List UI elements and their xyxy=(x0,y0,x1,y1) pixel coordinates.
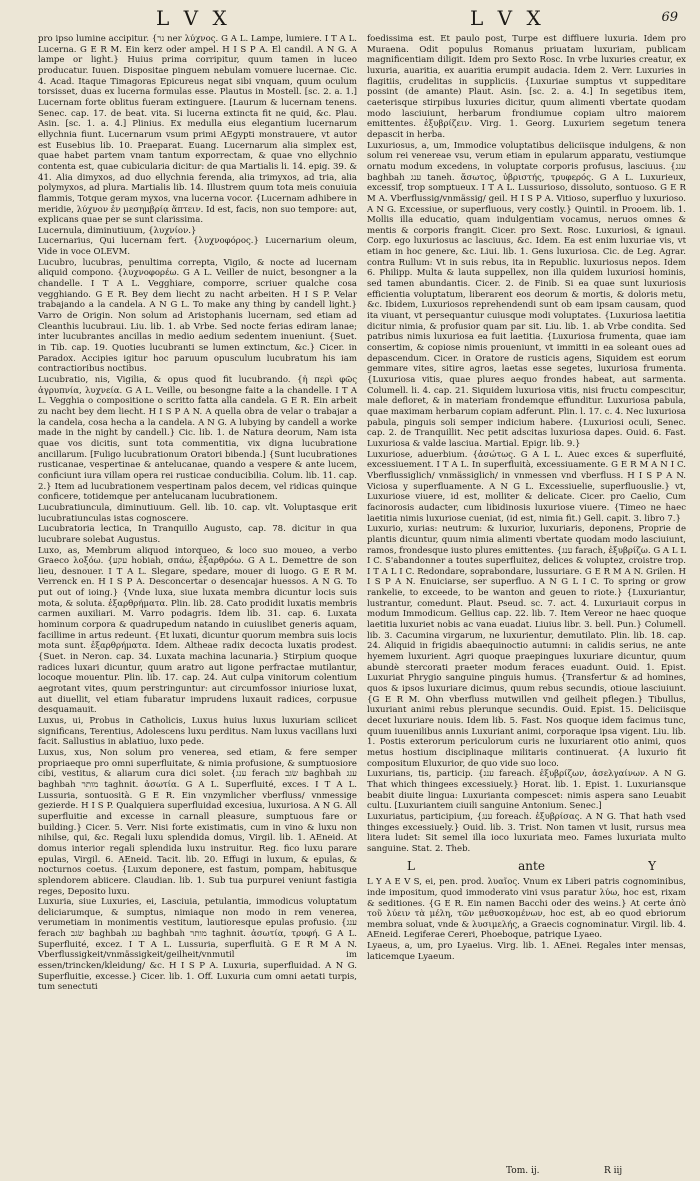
entry-luxuriatus: Luxuriatus, participium, {ענג foreach. ἐξυβρίσας. A N G. That hath vsed thinges excessiuely.} Ouid. lib. 3. Trist. Non tamen vt lusit, rursus mea litera ludet: Sit semel illa ioco luxuriata meo. Fames luxuriata multo sanguine. Stat. 2. Theb. xyxy=(367,811,686,854)
entry-lucubratoria: Lucubratoria lectica, In Tranquillo Augusto, cap. 78. dicitur in qua lucubrare solebat Augustus. xyxy=(38,524,357,545)
entry-luxuria: Luxuria, siue Luxuries, ei, Lasciuia, petulantia, immodicus voluptatum deliciarumque, & sumptus, nimiaque non modo in rem venerea, verumetiam in monimentis vestitum, lautioresque epulas profusio. {ענג ferach שׂגב baghbah ענג baghbah מותר taghnit. ἀσωτία, τρυφή. G A L. Superfluité, excez. I T A L. Lussuria, superfluità. G E R M A N. Vberflussigkeit/vnmässigkeit/geilheit/vnmutil im essen/trincken/kleidung/ &c. H I S P A. Luxuria, superfluidad. A N G. Superfluitie, excesse.} Cicer. lib. 1. Off. Luxuria cum omni aetati turpis, tum senectuti xyxy=(38,897,357,993)
running-head-left: L V X xyxy=(156,6,231,30)
section-divider xyxy=(367,855,686,878)
right-column xyxy=(367,34,686,993)
entry-lyaeus: L Y A E V S, ei, pen. prod. λυαῖος. Vnum ex Liberi patris cognominibus, inde impositum, quod immoderato vini vsus paratur λύω, hoc est, rixam & seditiones. {G E R. Ein namen Bacchi oder des weins.} At certe ἀπὸ τοῦ λύειν τὰ μέλη, τῶν μεθυσκομένων, hoc est, ab eo quod ebriorum membra soluat, vnde & λυσιμελής, a Graecis cognominatur. Virgil. lib. 4. AEneid. Legiferae Cereri, Phoeboque, patrique Lyaeo. xyxy=(367,877,686,941)
entry-lucerna: pro ipso lumine accipitur. {נר ner λύχνος. G A L. Lampe, lumiere. I T A L. Lucerna. G E R M. Ein kerz oder ampel. H I S P A. El candil. A N G. A lampe or light.} Huius prima corripitur, quum tamen in luceo producatur. Iuuen. Dispositae pinguem nebulam vomuere lucernae. Cic. 4. Acad. Itaque Timagoras Epicureus negat sibi vnquam, quum oculum torsisset, duas ex lucerna formulas esse. Plautus in Mostell. [sc. 2. a. 1.] Lucernam forte oblitus fueram extinguere. [Laurum & lucernam tenens. Senec. cap. 17. de beat. vita. Si lucerna extincta fit ne quid, &c. Plau. Asin. [sc. 1. a. 4.] Plinius. Ex medulla eius elegantium lucernarum ellychnia fiunt. Lucernarum vsum primi AEgypti monstrauere, vt autor est Eusebius lib. 10. Praeparat. Euang. Lucernarum alia simplex est, quae habet partem vnam tantum exporrectam, & quae vno ellychnio contenta est, quae cubicularia dicitur: de qua Martialis li. 14. epig. 39. & 41. Alia dimyxos, ad duo ellychnia ferenda, alia trimyxos, ad tria, alia polymyxos, ad plura. Martialis lib. 14. Illustrem quum tota meis conuiuia flammis, Totque geram myxos, vna lucerna vocor. {Lucernam adhibere in meridie, λύχνον ἐν μεσημβρίᾳ ἅπτειν. Id est, facis, non suo tempore: aut, explicans quae per se sunt clarissima. xyxy=(38,34,357,226)
signature-mark: R iij xyxy=(604,1166,623,1176)
section-letter-right: Y xyxy=(648,858,656,873)
page-number: 69 xyxy=(661,10,678,25)
entry-lucubro: Lucubro, lucubras, penultima correpta, Vigilo, & nocte ad lucernam aliquid compono. {λυχνοφορέω. G A L. Veiller de nuict, besongner a la chandelle. I T A L. Vegghiare, comporre, scriuer qualche cosa vegghiando. G E R. Bey dem liecht zu nacht arbeiten. H I S P. Velar trabajando a la candela. A N G L. To make any thing by candell light.} Varro de Origin. Non solum ad Aristophanis lucernam, sed etiam ad Cleanthis lucubraui. Liu. lib. 1. ab Vrbe. Sed nocte ferias ediram lanae; inter lucubrantes ancillas in medio aedium sedentem inueniunt. {Suet. in Tib. cap. 19. Quoties lucubranti se lumen extinctum, &c.} Cicer. in Paradox. Accipies igitur hoc paruum opusculum lucubratum his iam contractioribus noctibus. xyxy=(38,257,357,375)
running-head-right: L V X xyxy=(470,6,545,30)
entry-lucernarius: Lucernarius, Qui lucernam fert. {λυχνοφόρος.} Lucernarium oleum, Vide in voce OLEVM. xyxy=(38,236,357,258)
entry-luxus-xus: Luxus, xus, Non solum pro venerea, sed etiam, & fere semper propriaeque pro omni superfluitate, & nimia profusione, & sumptuosiore cibi, vestitus, & aliarum cura dici solet. {ענג ferach שׂגב baghbah ענג baghbah מותר taghnit. ἀσωτία. G A L. Superfluité, exces. I T A L. Lussuria, sontuosità. G E R. Ein vnzymlicher vberfluss/ vnmessige gezierde. H I S P. Qualquiera superfluidad excesiua, luxuriosa. A N G. All superfluitie and excesse in carnall pleasure, sumptuous fare or building.} Cicer. 5. Verr. Nisi forte existimatis, cum in vino & luxu non nihilse, qui, &c. Regali luxu splendida domus, Virgil. lib. 1. AEneid. At domus interior regali splendida luxu instruitur. Reg. fico luxu parare epulas, Virgil. 6. AEneid. Tacit. lib. 20. Effugi in luxum, & epulas, & nocturnos coetus. {Luxum deponere, est fastum, pompam, habitusque splendorem abiicere. Claudian. lib. 1. Sub tua purpurei veniunt fastigia reges, Deposito luxu. xyxy=(38,747,357,897)
entry-luxuriosus: Luxuriosus, a, um, Immodice voluptatibus deliciisque indulgens, & non solum rei venereae vsu, verum etiam in epularum apparatu, vestiumque ornatu modum excedens, in voluptate corporis profusus, lasciuus. {ענג baghbah ענג taneh. ἄσωτος, ὑβριστής, τρυφερός. G A L. Luxurieux, excessif, trop somptueux. I T A L. Lussurioso, dissoluto, sontuoso. G E R M A. Vberflussig/vnmässig/ geil. H I S P A. Vitioso, superfluo y luxurioso. A N G. Excessiue, or superfluous, very costly.} Quintil. in Prooem. lib. 1. Mollis illa educatio, quam indulgentiam vocamus, neruos omnes & mentis & corporis frangit. Cicer. pro Sext. Rosc. Luxuriosi, & ignaui. Corp. ego luxuriosus ac lasciuus, &c. Idem. Ea est enim luxuriae vis, vt etiam in hoc genere, &c. Liui. lib. 1. Gens luxuriosa. Cic. de Leg. Agrar. contra Rullum: Vt in suis rebus, ita in Republic. luxuriosus nepos. Idem 6. Philipp. Multa & lauta suppellex, non illa quidem luxuriosi hominis, sed tamen abundantis. Cicer. 2. de Finib. Si ea quae sunt luxuriosis efficientia voluptatum, liberarent eos deorum & mortis, & doloris metu, &c. Ibidem, Luxuriosos reprehendendi sunt ob eam ipsam causam, quod ita viuant, vt persequantur cuiusque modi voluptates. {Luxuriosa laetitia dicitur nimia, & profusior quam par sit. Liu. lib. 1. ab Vrbe condita. Sed patribus nimis luxuriosa ea fuit laetitia. {Luxuriosa frumenta, quae iam consertim, & copiose nimis proueniunt, vt immitti in ea soleant oues ad depascendum. Cicer. in Oratore de rusticis agens, Siquidem est eorum gemmare vites, sitire agros, laetas esse segetes, luxuriosa frumenta. {Luxuriosa vitis, quae plures aequo frondes habeat, aut sarmenta. Columell. li. 4. cap. 21. Siquidem luxuriosa vitis, nisi fructu compescitur, male defloret, & in materiam frondemque effunditur. Luxuriosa pabula, quae maximam herbarum copiam adferunt. Plin. l. 17. c. 4. Nec luxuriosa pabula, pinguis soli semper indicium habere. {Luxuriosi oculi, Senec. cap. 2. de Tranquillit. Nec petit adscitas luxuriosa dapes. Ouid. 6. Fast. Luxuriosa & valde lasciua. Martial. Epigr. lib. 9.} xyxy=(367,140,686,449)
page-header xyxy=(38,6,686,34)
entry-luxurians: Luxurians, tis, particip. {ענג fareach. ἐξυβρίζων, ἀσελγαίνων. A N G. That which thingees excessiuely.} Horat. lib. 1. Epist. 1. Luxuriansque beabit diuite lingua: Luxurianta compescet: nimis aspera sano Leuabit cultu. [Luxuriantem ciuili sanguine Antonium. Senec.] xyxy=(367,769,687,812)
entry-lucernula: Lucernula, diminutiuum, {λυχνίον.} xyxy=(38,225,197,236)
entry-luxuria-cont: foedissima est. Et paulo post, Turpe est diffluere luxuria. Idem pro Muraena. Odit populus Romanus priuatam luxuriam, publicam magnificentiam diligit. Idem pro Sexto Rosc. In vrbe luxuries creatur, ex luxuria, auaritia, ex auaritia erumpit audacia. Idem 2. Verr. Luxuries in flagitiis, crudelitas in suppliciis. {Luxuriae sumptus vt suppeditare possint (de amante) Plaut. Asin. [sc. 2. a. 4.] In segetibus item, caeterisque stirpibus luxuries dicitur, quum alimenti vbertate quodam modo lasciuiunt, herbarum frondiumue copiam ultro maiorem emittentes. ἐξυβρίζειν. Virg. 1. Georg. Luxuriem segetum tenera depascit in herba. xyxy=(367,34,686,140)
entry-lyaeus-adj: Lyaeus, a, um, pro Lyaeius. Virg. lib. 1. AEnei. Regales inter mensas, laticemque Lyaeum. xyxy=(367,941,686,962)
section-letter-left: L xyxy=(407,858,415,873)
entry-luxus-ui: Luxus, ui, Probus in Catholicis, Luxus huius luxus luxuriam scilicet significans, Terentius, Adolescens luxu perditus. Nam luxus vacillans luxi facit. Sallustius in ablatiuo, luxo pede. xyxy=(38,716,357,748)
entry-luxurio: Luxurio, xurias: neutrum: & luxurior, luxuriaris, deponens, Proprie de plantis dicuntur, quum nimia alimenti vbertate quodam modo lasciuiunt, ramos, frondesque iusto plures emittentes. {ענג farach, ἐξυβρίζω. G A L L I C. S'abandonner a toutes superfluitez, delices & voluptez, croistre trop. I T A L I C. Redondare, soprabondare, lussuriare. G E R M A N. Grilen. H I S P A N. Enuiciarse, ser superfluo. A N G L I C. To spring or grow rankelie, to exceede, to be wanton and geuen to riote.} {Luxuriantur, lustrantur, comedunt. Plaut. Pseud. sc. 7. act. 4. Luxuriauit corpus in modum Immodicum. Gellius cap. 22. lib. 7. Item Vereor ne haec quoque laetitia luxuriet nobis ac vana euadat. Liuius libr. 3. bell. Pun.} Columell. lib. 3. Cacumina virgarum, ne luxurientur, demutilato. Plin. lib. 18. cap. 24. Aliquid in frigidis abaequinoctio autumni: in calidis serius, ne ante hyemem luxurient. Agri quoque praepingues luxuriare dicuntur, quum abundè stercorati praeter modum feraces euadunt. Ouid. 1. Epist. Luxuriat Phrygio sanguine pinguis humus. {Transfertur & ad homines, quos & ipsos luxuriare dicimus, quum rebus secundis, otioue lasciuiunt. {G E R M. Ohn vberfluss mutwillen vnd geilheit pflegen.} Tibullus, luxuriant animi rebus plerunque secundis. Ouid. Epist. 15. Deliciisque decet luxuriare nouis. Idem lib. 5. Fast. Nos quoque idem facimus tunc, quum iuuenilibus annis Luxuriant animi, corporaque ipsa vigent. Liu. lib. 1. Postis exterorum periculorum curis ne luxuriarent otio animi, quos metus hostium disciplinaque militaris continuerat. {A luxurio fit compositum Eluxurior, de quo vide suo loco. xyxy=(367,524,686,769)
two-column-body xyxy=(38,34,686,993)
entry-luxo: Luxo, as, Membrum aliquod intorqueo, & loco suo moueo, a verbo Graeco λοξόω. {עקע hobiah, σπάω, ἐξαρθρόω. G A L. Demettre de son lieu, desnouer. I T A L. Slegare, spedare, mouer di luogo. G E R M. Verrenck en. H I S P A. Desconcertar o desencajar huessos. A N G. To put out of ioing.} {Vnde luxa, siue luxata membra dicuntur locis suis mota, & soluta. ἐξαρθρήματα. Plin. lib. 28. Cato prodidit luxatis membris carmen auxiliari. M. Varro podagris. Idem lib. 31. cap. 6. Luxata hominum corpora & quadrupedum natando in cuiuslibet generis aquam, facillime in artus redeunt. {Et luxati, dicuntur quorum membra suis locis mota sunt. ἐξαρθρήματα. Idem. Altheae radix decocta luxatis prodest. {Suet. in Neron. cap. 34. Luxata machina lacunaria.} Stirpium quoque radices luxari dicuntur, quum aratro aut ligone perfractae mutilantur, locoque mouentur. Plin. lib. 17. cap. 24. Aut culpa vinitorum colentium aegrotant vites, quum perstringuntur: aut circumfossor iniuriose luxat, aut diuellit, vel etiam fubaratur imprudens luxauit radices, corpusue desquamauit. xyxy=(38,545,357,716)
entry-lucubratio: Lucubratio, nis, Vigilia, & opus quod fit lucubrando. {ἡ περὶ φῶς ἀγρυπνία, λυχνεία. G A L. Veille, ou besongne faite a la chandelle. I T A L. Vegghia o compositione o scritto fatta alla candela. G E R. Ein arbeit zu nacht bey dem liecht. H I S P A N. A quella obra de velar o trabajar a la candela, cosa hecha a la candela. A N G. A lubying by candell a worke made in the night by candell.} Cic. lib. 1. de Natura deorum, Nam ista quae vos dicitis, sunt tota commentitia, vix digna lucubratione ancillarum. [Fuligo lucubrationum Oratori bibenda.] {Sunt lucubrationes rusticanae, vespertinae & antelucanae, quando a vespere & ante lucem, conficiunt iura villam opera rei rusticae conducibilia. Colum. lib. 11. cap. 2.} Item ad lucubrationem vespertinam palos decem, vel ridicas quinque conficere, totidemque per antelucanam lucubrationem. xyxy=(38,375,357,503)
section-ante: ante xyxy=(518,858,545,873)
left-column xyxy=(38,34,357,993)
entry-lucubratiuncula: Lucubratiuncula, diminutiuum. Gell. lib. 10. cap. vlt. Voluptasque erit lucubratiunculas istas cognoscere. xyxy=(38,502,357,524)
tome-mark: Tom. ij. xyxy=(506,1166,540,1176)
entry-luxuriose: Luxuriose, aduerbium. {ἀσώτως. G A L L. Auec exces & superfluité, excessiuement. I T A L. In superfluità, excessiuamente. G E R M A N I C. Vberflussiglich/ vnmässiglich/ in vnmessen vnd vberfluss. H I S P A N. Viciosa y superfluamente. A N G L. Excessiuelie, superfluouslie.} vt, Luxuriose viuere, id est, molliter & delicate. Cicer. pro Caelio, Cum facinorosis audacter, cum libidinosis luxuriose viuere. {Timeo ne haec laetitia nimis luxuriose cueniat, (id est, nimia fit.) Gell. capit. 3. libro 7.} xyxy=(367,449,686,524)
